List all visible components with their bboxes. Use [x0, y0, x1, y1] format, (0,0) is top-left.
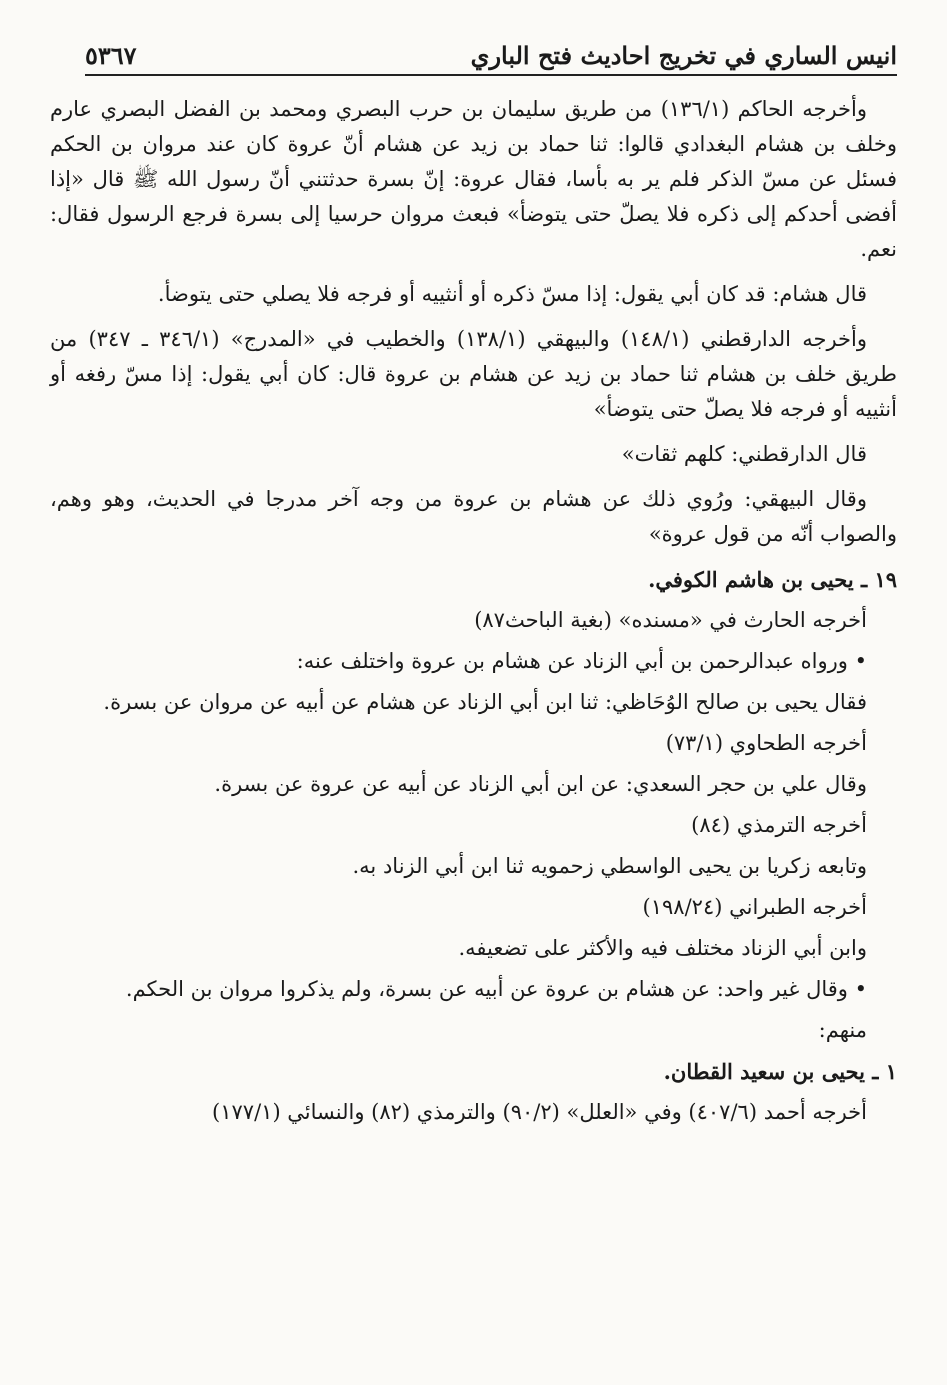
running-title: انيس الساري في تخريج احاديث فتح الباري: [470, 41, 897, 70]
paragraph: منهم:: [818, 1018, 867, 1042]
paragraph: وأخرجه الدارقطني (١٤٨/١) والبيهقي (١٣٨/١) والخطيب في «المدرج» (٣٤٦/١ ـ ٣٤٧) من طريق خلف بن هشام ثنا حماد بن زيد عن هشام بن عروة قال: كان أبي يقول: إذا مسّ رفغه أو أنثييه أو فرجه فلا يصلّ حتى يتوضأ»: [50, 327, 897, 421]
paragraph: وأخرجه الحاكم (١٣٦/١) من طريق سليمان بن حرب البصري ومحمد بن الفضل البصري عارم وخلف بن هشام البغدادي قالوا: ثنا حماد بن زيد عن هشام أنّ عروة كان عند مروان بن الحكم فسئل عن مسّ الذكر فلم ير به بأسا، فقال عروة: إنّ بسرة حدثتني أنّ رسول الله ﷺ قال «إذا أفضى أحدكم إلى ذكره فلا يصلّ حتى يتوضأ» فبعث مروان حرسيا إلى بسرة فرجع الرسول فقال: نعم.: [50, 97, 897, 261]
bullet-paragraph: • ورواه عبدالرحمن بن أبي الزناد عن هشام بن عروة واختلف عنه:: [296, 649, 867, 673]
paragraph: وابن أبي الزناد مختلف فيه والأكثر على تضعيفه.: [458, 936, 867, 960]
paragraph: قال هشام: قد كان أبي يقول: إذا مسّ ذكره أو أنثييه أو فرجه فلا يصلي حتى يتوضأ.: [157, 282, 867, 306]
numbered-heading: ١٩ ـ يحيى بن هاشم الكوفي.: [648, 567, 897, 592]
paragraph: فقال يحيى بن صالح الوُحَاظي: ثنا ابن أبي الزناد عن هشام عن أبيه عن مروان عن بسرة.: [103, 690, 867, 714]
paragraph: أخرجه الترمذي (٨٤): [691, 813, 867, 837]
page-number: ٥٣٦٧: [85, 41, 137, 70]
body-text: [50, 92, 897, 1136]
paragraph: وقال البيهقي: ورُوي ذلك عن هشام بن عروة من وجه آخر مدرجا في الحديث، وهو وهم، والصواب أنّه من قول عروة»: [50, 487, 897, 546]
page-header: [85, 30, 897, 76]
paragraph: أخرجه الحارث في «مسنده» (بغية الباحث٨٧): [474, 608, 867, 632]
numbered-heading: ١ ـ يحيى بن سعيد القطان.: [663, 1059, 897, 1084]
paragraph: وقال علي بن حجر السعدي: عن ابن أبي الزناد عن أبيه عن عروة عن بسرة.: [214, 772, 867, 796]
bullet-paragraph: • وقال غير واحد: عن هشام بن عروة عن أبيه عن بسرة، ولم يذكروا مروان بن الحكم.: [125, 977, 867, 1001]
paragraph: وتابعه زكريا بن يحيى الواسطي زحمويه ثنا ابن أبي الزناد به.: [352, 854, 867, 878]
paragraph: أخرجه الطحاوي (٧٣/١): [665, 731, 867, 755]
paragraph: أخرجه الطبراني (١٩٨/٢٤): [642, 895, 867, 919]
paragraph: أخرجه أحمد (٤٠٧/٦) وفي «العلل» (٩٠/٢) والترمذي (٨٢) والنسائي (١٧٧/١): [212, 1100, 867, 1124]
paragraph: قال الدارقطني: كلهم ثقات»: [621, 442, 867, 466]
